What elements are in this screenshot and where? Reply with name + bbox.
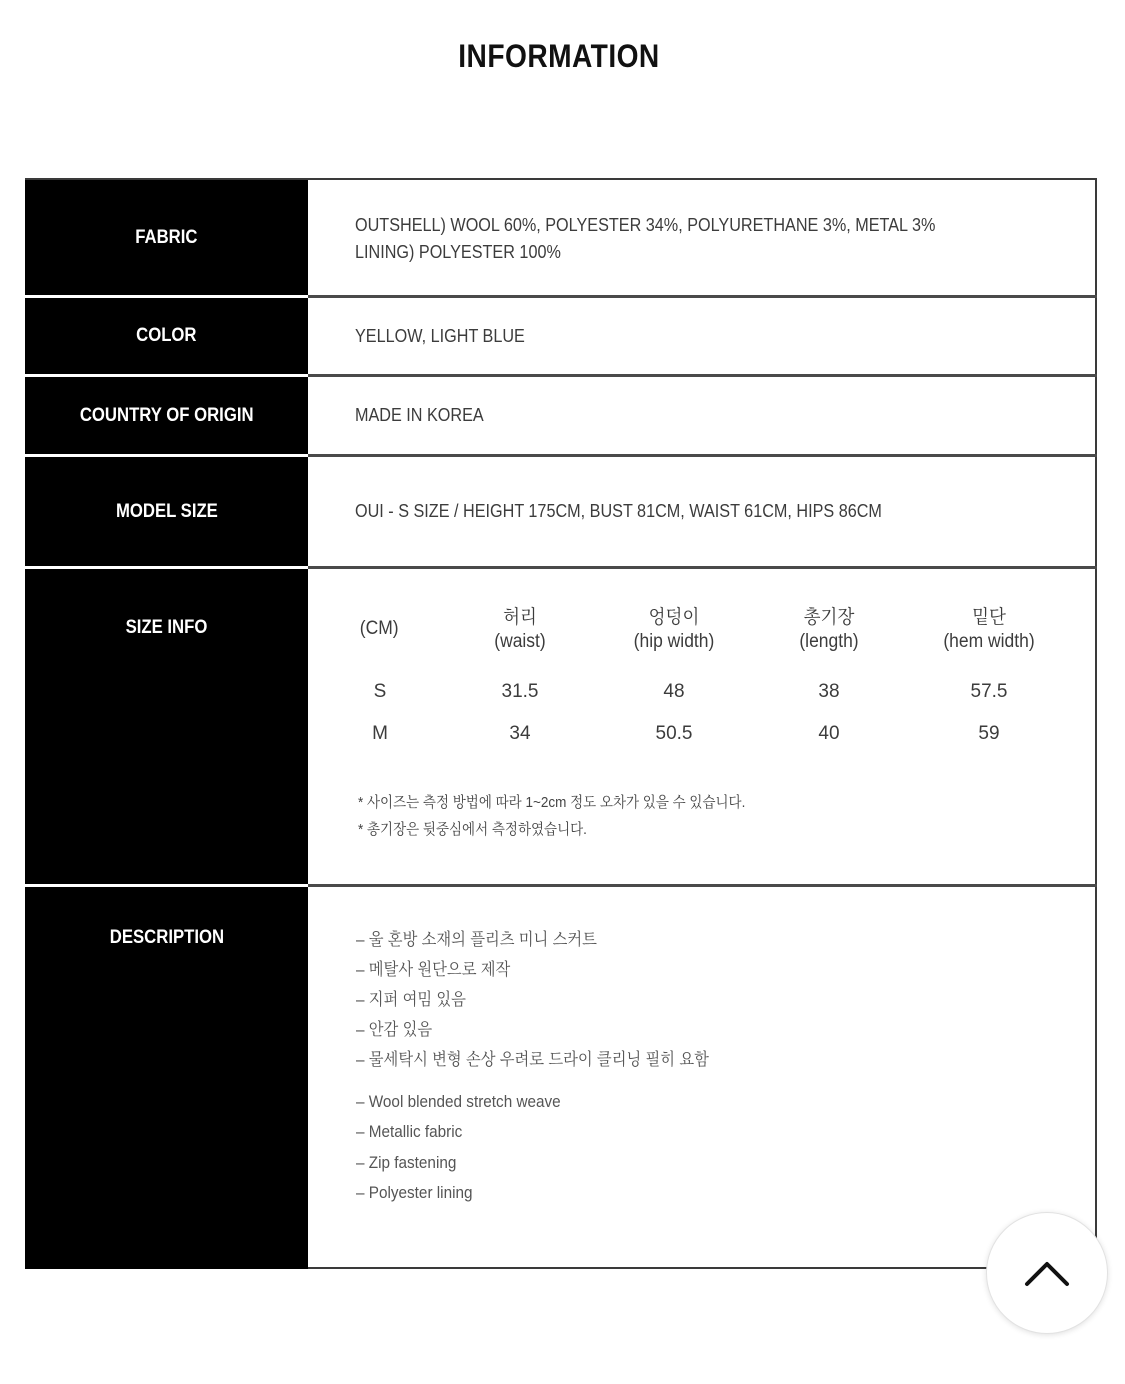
description-line-ko: – 메탈사 원단으로 제작 — [356, 960, 511, 979]
fabric-label: FABRIC — [135, 226, 198, 248]
color-value: YELLOW, LIGHT BLUE — [355, 325, 525, 346]
row-label — [25, 569, 308, 884]
row-fabric — [27, 180, 1095, 295]
description-line-en: – Metallic fabric — [356, 1122, 463, 1141]
model-size-label: MODEL SIZE — [115, 500, 218, 522]
size-cell: 40 — [818, 723, 840, 744]
chevron-up-icon — [1024, 1259, 1070, 1287]
row-value — [310, 180, 1095, 295]
fabric-line-1: OUTSHELL) WOOL 60%, POLYESTER 34%, POLYURETHANE 3%, METAL 3% — [355, 215, 936, 235]
size-cell: 57.5 — [970, 681, 1008, 702]
size-cell: 59 — [978, 723, 1000, 744]
row-value — [310, 298, 1095, 374]
row-size-info — [27, 569, 1095, 884]
size-unit: (CM) — [359, 618, 399, 639]
size-note: * 사이즈는 측정 방법에 따라 1~2cm 정도 오차가 있을 수 있습니다. — [358, 794, 746, 811]
row-label — [25, 887, 308, 1269]
size-header-hip: 엉덩이 (hip width) — [633, 607, 715, 652]
row-label — [25, 298, 308, 374]
origin-label: COUNTRY OF ORIGIN — [79, 404, 254, 426]
size-note: * 총기장은 뒷중심에서 측정하였습니다. — [358, 821, 587, 838]
row-description — [27, 887, 1095, 1269]
page-title: INFORMATION — [458, 38, 660, 74]
description-line-ko: – 울 혼방 소재의 플리츠 미니 스커트 — [356, 930, 597, 949]
size-table — [310, 569, 1095, 884]
size-cell: 31.5 — [501, 681, 539, 702]
description-line-ko: – 안감 있음 — [356, 1020, 433, 1039]
info-table — [25, 178, 1097, 1269]
size-header-length: 총기장 (length) — [799, 607, 859, 652]
size-row-s-name: S — [373, 681, 387, 702]
description-line-en: – Zip fastening — [356, 1153, 457, 1172]
row-value — [310, 377, 1095, 454]
size-header-hem: 밑단 (hem width) — [943, 607, 1035, 652]
size-cell: 38 — [818, 681, 840, 702]
size-row-m-name: M — [372, 723, 388, 744]
description-body — [310, 887, 1095, 1269]
size-cell: 50.5 — [655, 723, 693, 744]
description-label: DESCRIPTION — [109, 927, 224, 948]
row-model-size — [27, 457, 1095, 566]
row-label — [25, 457, 308, 566]
row-color — [27, 298, 1095, 374]
origin-value: MADE IN KOREA — [355, 405, 484, 425]
size-cell: 34 — [509, 723, 531, 744]
row-label — [25, 180, 308, 295]
size-header-waist: 허리 (waist) — [494, 607, 546, 652]
row-origin — [27, 377, 1095, 454]
description-line-ko: – 물세탁시 변형 손상 우려로 드라이 클리닝 필히 요함 — [356, 1050, 709, 1069]
fabric-line-2: LINING) POLYESTER 100% — [355, 242, 561, 262]
description-line-ko: – 지퍼 여밈 있음 — [356, 990, 466, 1009]
row-label — [25, 377, 308, 454]
description-line-en: – Polyester lining — [356, 1183, 473, 1202]
row-value — [310, 457, 1095, 566]
size-info-label: SIZE INFO — [125, 617, 208, 638]
size-cell: 48 — [663, 681, 685, 702]
description-line-en: – Wool blended stretch weave — [356, 1092, 561, 1111]
color-label: COLOR — [136, 325, 197, 346]
scroll-to-top-button[interactable] — [986, 1212, 1108, 1334]
model-size-value: OUI - S SIZE / HEIGHT 175CM, BUST 81CM, WAIST 61CM, HIPS 86CM — [355, 501, 882, 521]
